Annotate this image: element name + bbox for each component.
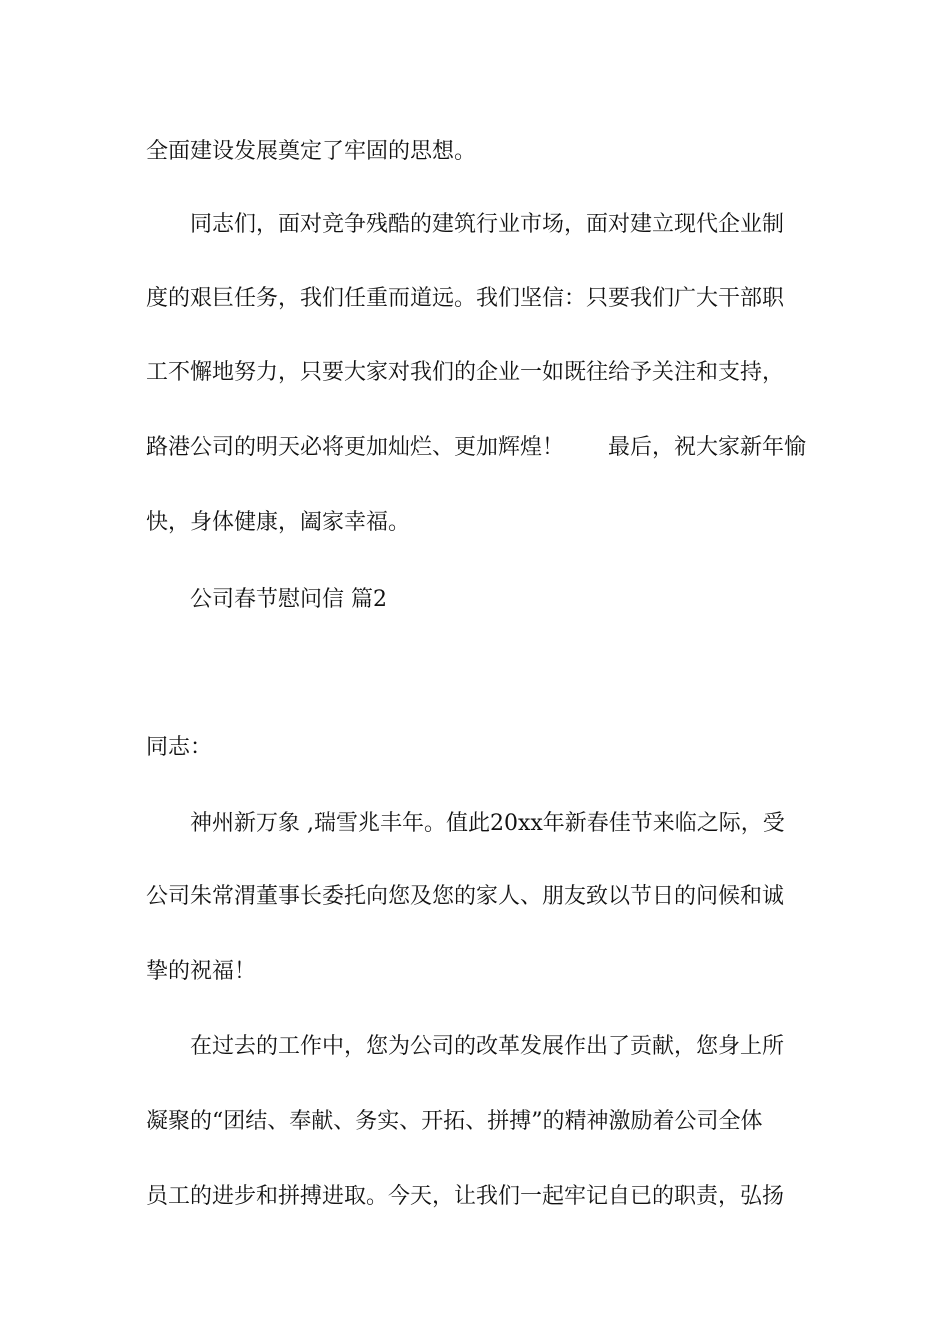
- paragraph-line: 公司朱常渭董事长委托向您及您的家人、朋友致以节日的问候和诚: [146, 884, 785, 909]
- paragraph-line: 员工的进步和拼搏进取。今天，让我们一起牢记自已的职责，弘扬: [146, 1184, 785, 1209]
- paragraph-line: 工不懈地努力，只要大家对我们的企业一如既往给予关注和支持，: [146, 360, 785, 385]
- paragraph-line: 路港公司的明天必将更加灿烂、更加辉煌！ 最后，祝大家新年愉: [146, 435, 807, 460]
- paragraph-line: 快，身体健康，阖家幸福。: [146, 510, 411, 535]
- paragraph-line: 神州新万象 ,瑞雪兆丰年。值此20xx年新春佳节来临之际，受: [190, 811, 785, 836]
- paragraph-line: 在过去的工作中，您为公司的改革发展作出了贡献，您身上所: [190, 1034, 785, 1059]
- paragraph-line: 同志们，面对竞争残酷的建筑行业市场，面对建立现代企业制: [190, 212, 785, 237]
- paragraph-line: 全面建设发展奠定了牢固的思想。: [146, 139, 477, 164]
- salutation: 同志：: [146, 735, 213, 760]
- paragraph-line: 凝聚的“团结、奉献、务实、开拓、拼搏”的精神激励着公司全体: [146, 1109, 763, 1134]
- paragraph-line: 挚的祝福！: [146, 959, 257, 984]
- paragraph-line: 度的艰巨任务，我们任重而道远。我们坚信：只要我们广大干部职: [146, 286, 785, 311]
- section-heading: 公司春节慰问信 篇2: [190, 587, 387, 612]
